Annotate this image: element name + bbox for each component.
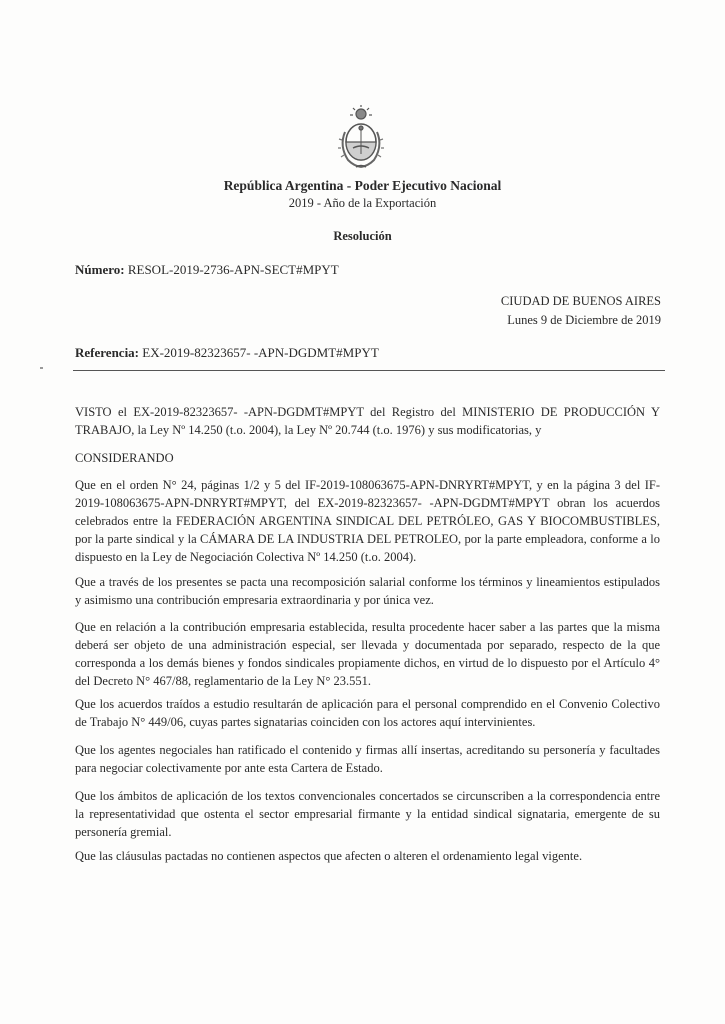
considerando-heading: CONSIDERANDO <box>75 451 174 465</box>
header-title: República Argentina - Poder Ejecutivo Nacional <box>223 178 502 193</box>
document-type: Resolución <box>333 229 392 243</box>
referencia-value: EX-2019-82323657- -APN-DGDMT#MPYT <box>142 345 379 360</box>
numero-value: RESOL-2019-2736-APN-SECT#MPYT <box>127 262 339 277</box>
body-paragraph: Que los acuerdos traídos a estudio resultarán de aplicación para el personal comprendido en el Convenio Colectivo de Trabajo N° 449/06, cuyas partes signatarias coinciden con los actores aquí intervinientes. <box>75 697 660 729</box>
argentina-coat-of-arms-icon <box>336 104 386 170</box>
numero-label: Número: <box>75 262 125 277</box>
margin-mark <box>40 367 43 369</box>
body-paragraph: Que las cláusulas pactadas no contienen aspectos que afecten o alteren el ordenamiento legal vigente. <box>75 849 583 863</box>
body-paragraph: Que a través de los presentes se pacta una recomposición salarial conforme los términos y lineamientos estipulados y asimismo una contribución empresaria extraordinaria y por única vez. <box>75 575 660 607</box>
city: CIUDAD DE BUENOS AIRES <box>500 294 661 308</box>
body-paragraph: Que los ámbitos de aplicación de los textos convencionales concertados se circunscriben a la correspondencia entre la representatividad que ostenta el sector empresarial firmante y la entidad sindical signataria, emergente de su personería gremial. <box>75 789 660 839</box>
reference <box>75 345 379 361</box>
body-paragraph: Que en relación a la contribución empresaria establecida, resulta procedente hacer saber a las partes que la misma deberá ser objeto de una administración especial, ser llevada y documentada por separado, respecto de la que corresponda a los demás bienes y fondos sindicales propiamente dichos, en virtud de lo dispuesto por el Artículo 4° del Decreto N° 467/88, reglamentario de la Ley N° 23.551. <box>75 620 660 688</box>
referencia-label: Referencia: <box>75 345 140 360</box>
visto-paragraph: VISTO el EX-2019-82323657- -APN-DGDMT#MPYT del Registro del MINISTERIO DE PRODUCCIÓN Y TRABAJO, la Ley Nº 14.250 (t.o. 2004), la Ley Nº 20.744 (t.o. 1976) y sus modificatorias, y <box>75 405 660 437</box>
date: Lunes 9 de Diciembre de 2019 <box>507 313 661 327</box>
resolution-number <box>75 262 339 278</box>
body-paragraph: Que los agentes negociales han ratificado el contenido y firmas allí insertas, acreditando su personería y facultades para negociar colectivamente por ante esta Cartera de Estado. <box>75 743 660 775</box>
body-paragraph: Que en el orden N° 24, páginas 1/2 y 5 del IF-2019-108063675-APN-DNRYRT#MPYT, y en la página 3 del IF-2019-108063675-APN-DNRYRT#MPYT, del EX-2019-82323657- -APN-DGDMT#MPYT obran los acuerdos celebrados entre la FEDERACIÓN ARGENTINA SINDICAL DEL PETRÓLEO, GAS Y BIOCOMBUSTIBLES, por la parte sindical y la CÁMARA DE LA INDUSTRIA DEL PETROLEO, por la parte empleadora, conforme a lo dispuesto en la Ley de Negociación Colectiva Nº 14.250 (t.o. 2004). <box>75 478 660 564</box>
header-divider <box>73 370 665 371</box>
header-year-motto: 2019 - Año de la Exportación <box>288 196 437 210</box>
